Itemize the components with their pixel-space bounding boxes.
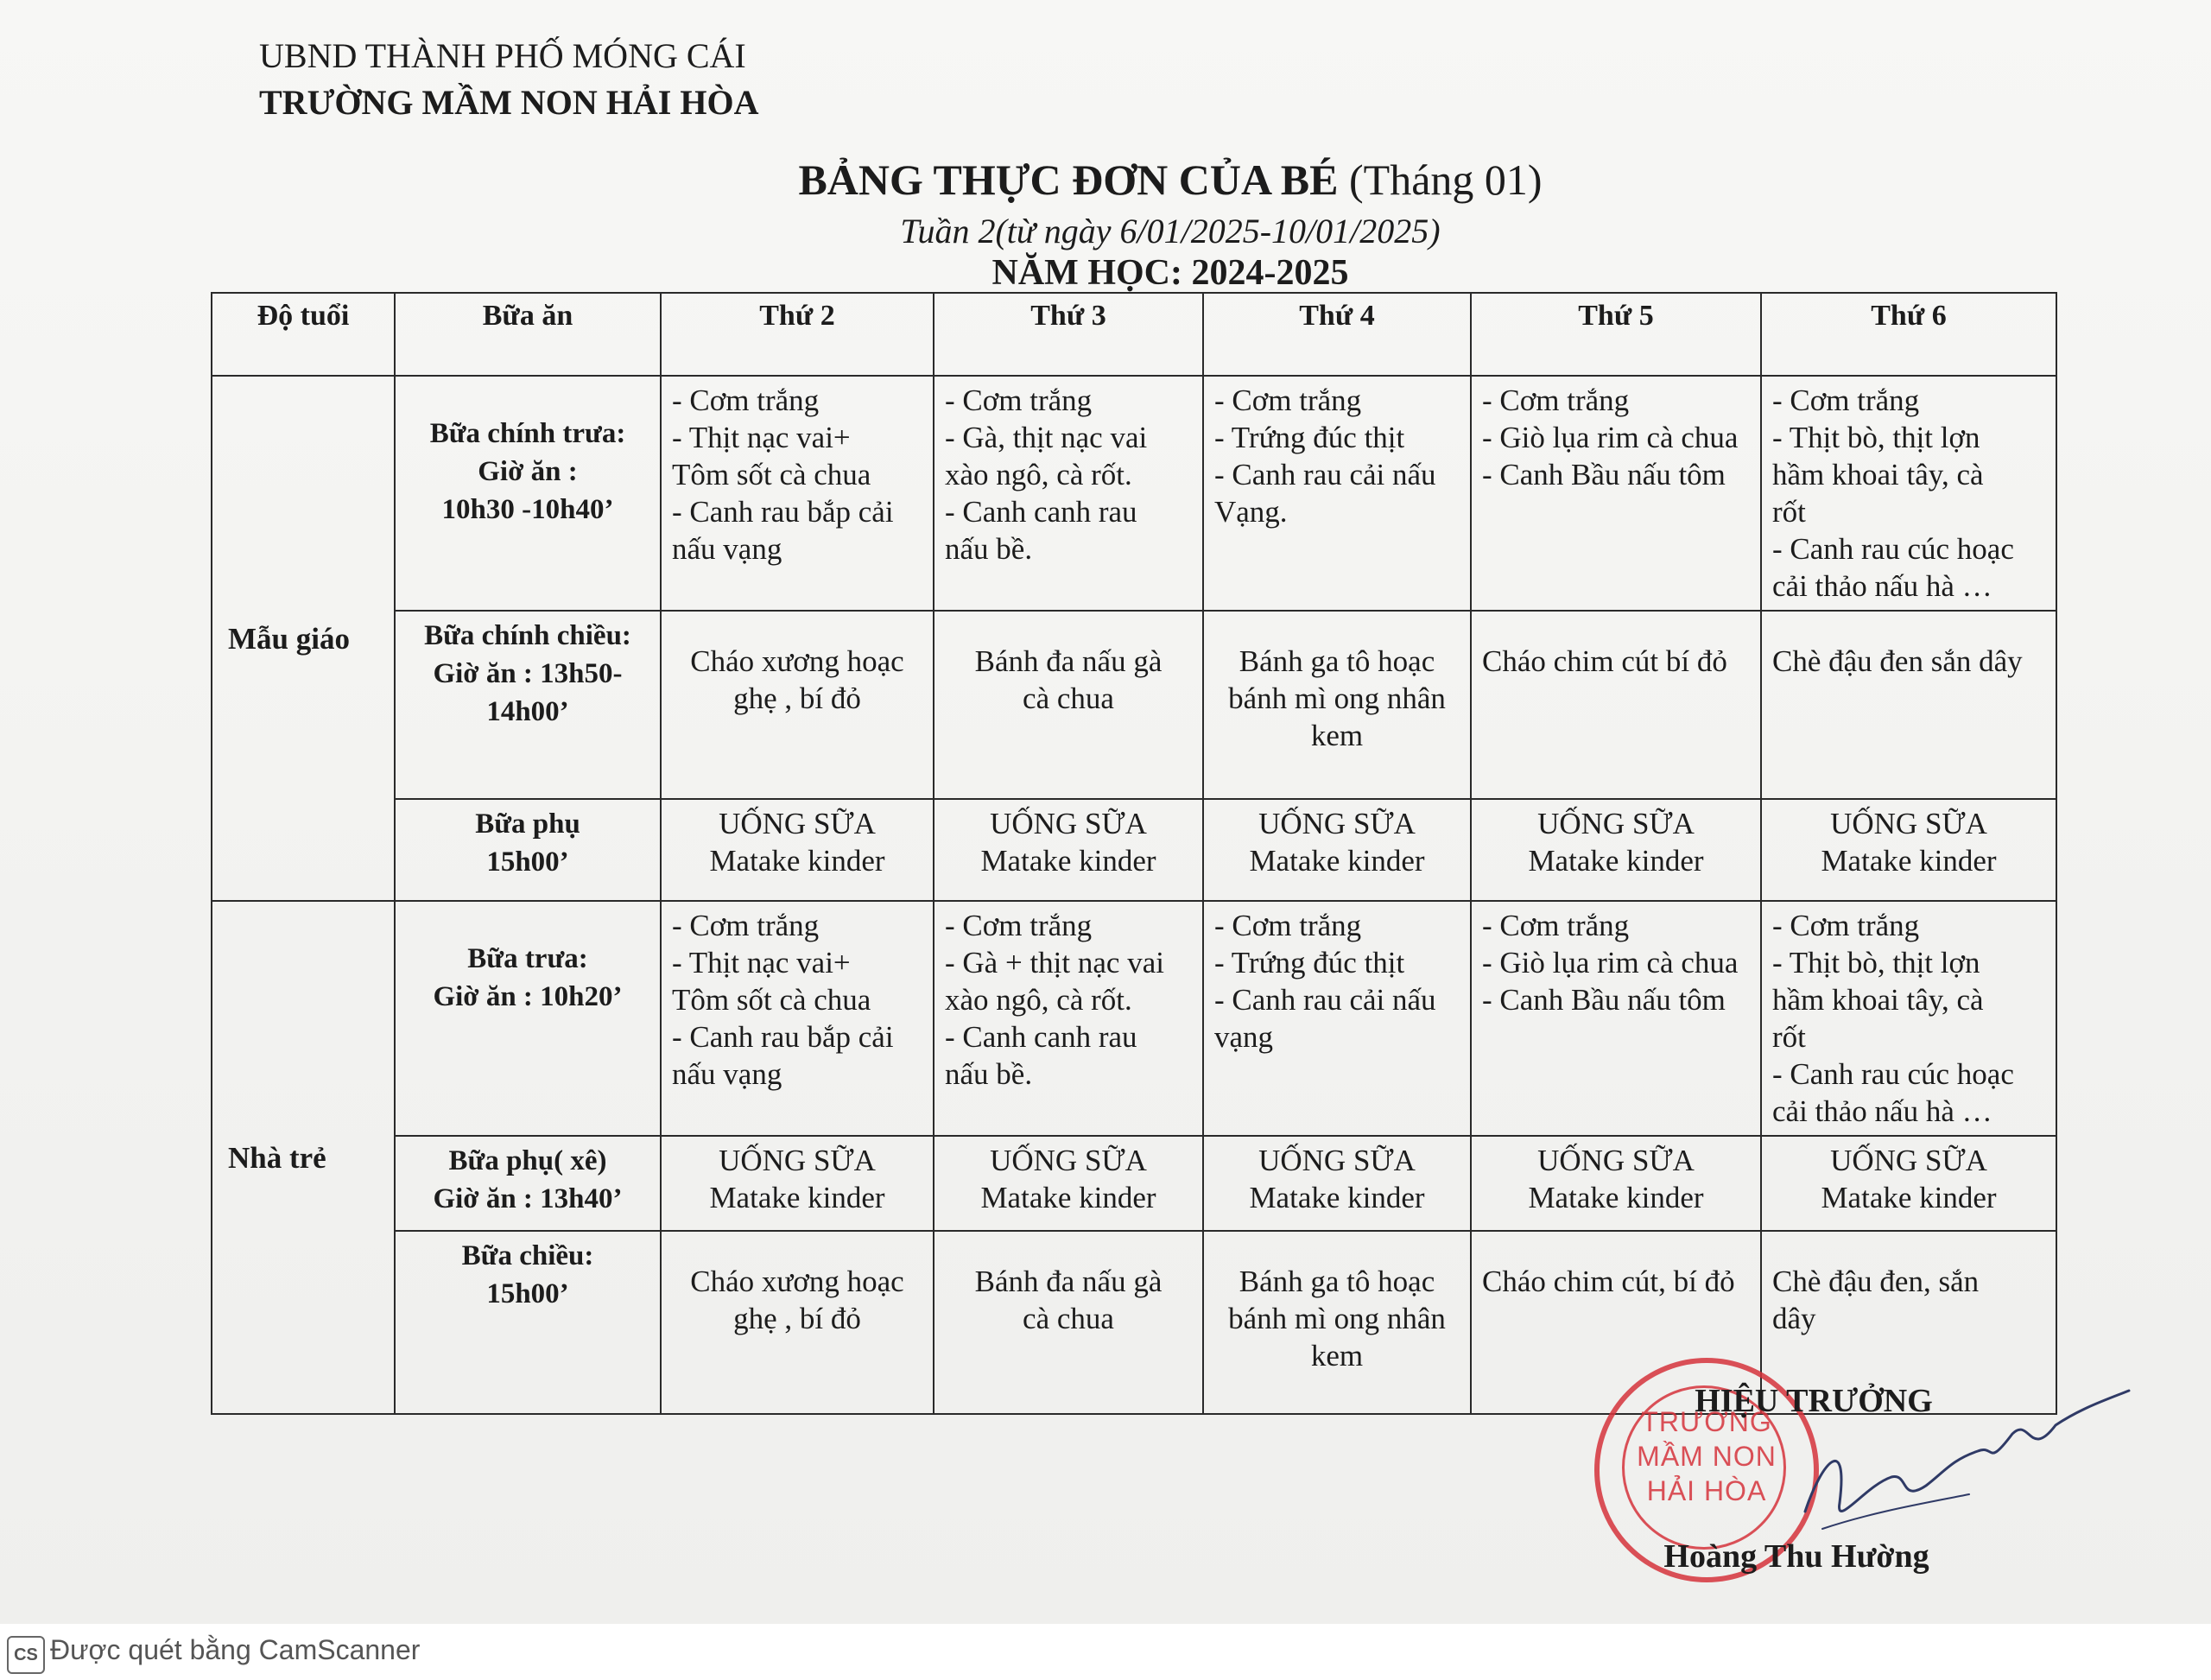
cell-text-line: - Canh Bầu nấu tôm [1482, 458, 1726, 491]
table-row [212, 1136, 2056, 1231]
cell-text-line: - Canh rau cải nấu [1214, 983, 1436, 1017]
cell-text-line: cà chua [1023, 1302, 1114, 1335]
menu-cell [661, 901, 934, 1136]
cell-text-line: - Gà + thịt nạc vai [945, 946, 1164, 979]
menu-cell [661, 376, 934, 611]
menu-cell [1761, 799, 2056, 901]
menu-cell [1761, 376, 2056, 611]
cell-text-line: - Cơm trắng [672, 909, 820, 942]
cell-text-line: Matake kinder [1528, 844, 1704, 878]
cell-text-line: Chè đậu đen sắn dây [1772, 644, 2023, 678]
cell-text-line: Tôm sốt cà chua [672, 983, 871, 1017]
stamp-line: TRƯỜNG [1641, 1406, 1772, 1437]
cell-text-line: Bữa phụ [475, 808, 580, 840]
stamp-line: MẦM NON [1637, 1441, 1777, 1472]
principal-name: Hoàng Thu Hường [1663, 1538, 1929, 1575]
cell-text-line: - Cơm trắng [672, 384, 820, 417]
menu-cell [1471, 611, 1761, 799]
cell-text-line: Bữa chính trưa: [429, 418, 626, 449]
menu-cell [661, 611, 934, 799]
cell-text-line: Matake kinder [1821, 1181, 1997, 1214]
cell-text-line: UỐNG SỮA [1258, 1144, 1416, 1177]
cell-text-line: Matake kinder [1249, 1181, 1425, 1214]
cell-text-line: hầm khoai tây, cà [1772, 983, 1984, 1017]
column-header: Độ tuổi [212, 293, 395, 376]
cell-text-line: - Giò lụa rim cà chua [1482, 421, 1739, 454]
menu-cell [1203, 799, 1471, 901]
cell-text-line: cải thảo nấu hà … [1772, 569, 1992, 603]
menu-cell [1203, 611, 1471, 799]
meal-name-cell [395, 799, 661, 901]
authority-name: UBND THÀNH PHỐ MÓNG CÁI [259, 36, 746, 75]
cell-text-line: 15h00’ [486, 846, 569, 878]
table-header-row [212, 293, 2056, 376]
cell-text-line: cải thảo nấu hà … [1772, 1094, 1992, 1128]
document-header [259, 33, 758, 126]
cell-text-line: Vạng. [1214, 495, 1288, 529]
cell-text-line: ghẹ , bí đỏ [733, 1302, 861, 1335]
menu-cell [934, 901, 1203, 1136]
cell-text-line: Matake kinder [1821, 844, 1997, 878]
cell-text-line: Chè đậu đen, sắn [1772, 1265, 1980, 1298]
cell-text-line: - Canh rau cải nấu [1214, 458, 1436, 491]
menu-cell [661, 799, 934, 901]
menu-cell [1761, 1136, 2056, 1231]
cell-text-line: Matake kinder [980, 1181, 1156, 1214]
scanner-footer [0, 1624, 2211, 1680]
cell-text-line: - Canh canh rau [945, 1020, 1137, 1054]
meal-name-cell [395, 376, 661, 611]
cell-text-line: UỐNG SỮA [1258, 807, 1416, 840]
cell-text-line: - Thịt bò, thịt lợn [1772, 946, 1980, 979]
cell-text-line: xào ngô, cà rốt. [945, 983, 1132, 1017]
title-month: (Tháng 01) [1349, 155, 1543, 204]
cell-text-line: - Canh rau bắp cải [672, 495, 894, 529]
cell-text-line: - Cơm trắng [1772, 909, 1920, 942]
cell-text-line: - Giò lụa rim cà chua [1482, 946, 1739, 979]
menu-cell [1203, 1136, 1471, 1231]
cell-text-line: kem [1310, 719, 1364, 752]
column-header: Thứ 2 [661, 293, 934, 376]
stamp-line: HẢI HÒA [1646, 1475, 1767, 1506]
cell-text-line: 14h00’ [486, 696, 569, 727]
cell-text-line: UỐNG SỮA [1830, 807, 1987, 840]
cell-text-line: UỐNG SỮA [1537, 1144, 1695, 1177]
cell-text-line: Matake kinder [709, 1181, 885, 1214]
menu-cell [1471, 799, 1761, 901]
cell-text-line: Matake kinder [709, 844, 885, 878]
cell-text-line: Matake kinder [1528, 1181, 1704, 1214]
menu-cell [1203, 901, 1471, 1136]
cell-text-line: kem [1310, 1339, 1364, 1373]
cell-text-line: UỐNG SỮA [990, 1144, 1147, 1177]
cell-text-line: bánh mì ong nhân [1228, 682, 1446, 715]
menu-table [211, 292, 2057, 1415]
cell-text-line: rốt [1772, 1020, 1806, 1054]
cell-text-line: Bánh ga tô hoạc [1239, 644, 1435, 678]
cell-text-line: ghẹ , bí đỏ [733, 682, 861, 715]
cell-text-line: - Cơm trắng [1214, 909, 1362, 942]
menu-cell [661, 1231, 934, 1414]
meal-name-cell [395, 901, 661, 1136]
cell-text-line: Bữa chính chiều: [424, 620, 631, 651]
cell-text-line: 10h30 -10h40’ [441, 494, 614, 525]
cell-text-line: UỐNG SỮA [1830, 1144, 1987, 1177]
menu-cell [1471, 376, 1761, 611]
cell-text-line: Giờ ăn : 10h20’ [433, 981, 623, 1012]
cell-text-line: - Cơm trắng [1214, 384, 1362, 417]
cell-text-line: Giờ ăn : [478, 456, 578, 487]
cell-text-line: Giờ ăn : 13h50- [433, 658, 623, 689]
cell-text-line: nấu vạng [672, 1057, 782, 1091]
cell-text-line: Bữa trưa: [467, 943, 588, 974]
cell-text-line: - Cơm trắng [945, 384, 1093, 417]
cell-text-line: Bánh đa nấu gà [974, 644, 1163, 678]
cell-text-line: bánh mì ong nhân [1228, 1302, 1446, 1335]
column-header: Thứ 5 [1471, 293, 1761, 376]
school-year: NĂM HỌC: 2024-2025 [991, 253, 1349, 293]
menu-cell [1761, 901, 2056, 1136]
meal-name-cell [395, 611, 661, 799]
cell-text-line: - Canh rau cúc hoạc [1772, 532, 2014, 566]
cell-text-line: Giờ ăn : 13h40’ [433, 1183, 623, 1214]
menu-cell [1471, 901, 1761, 1136]
column-header: Thứ 3 [934, 293, 1203, 376]
cell-text-line: UỐNG SỮA [719, 807, 876, 840]
cell-text-line: UỐNG SỮA [990, 807, 1147, 840]
menu-cell [1203, 376, 1471, 611]
cell-text-line: - Cơm trắng [945, 909, 1093, 942]
cell-text-line: Cháo xương hoạc [690, 1265, 904, 1298]
menu-cell [934, 799, 1203, 901]
cell-text-line: - Thịt bò, thịt lợn [1772, 421, 1980, 454]
cell-text-line: - Thịt nạc vai+ [672, 421, 851, 454]
cell-text-line: - Cơm trắng [1772, 384, 1920, 417]
cell-text-line: Cháo chim cút bí đỏ [1482, 644, 1727, 678]
camscanner-icon: CS [7, 1636, 45, 1674]
principal-title: HIỆU TRƯỞNG [1695, 1383, 1933, 1419]
table-row [212, 376, 2056, 611]
cell-text-line: - Cơm trắng [1482, 909, 1630, 942]
cell-text-line: - Thịt nạc vai+ [672, 946, 851, 979]
cell-text-line: - Trứng đúc thịt [1214, 421, 1405, 454]
cell-text-line: Bánh ga tô hoạc [1239, 1265, 1435, 1298]
menu-cell [1203, 1231, 1471, 1414]
title-block [0, 149, 2211, 294]
cell-text-line: UỐNG SỮA [719, 1144, 876, 1177]
cell-text-line: Matake kinder [980, 844, 1156, 878]
age-group-cell: Nhà trẻ [212, 901, 395, 1414]
menu-cell [934, 1231, 1203, 1414]
title-main: BẢNG THỰC ĐƠN CỦA BÉ [798, 155, 1339, 204]
cell-text-line: hầm khoai tây, cà [1772, 458, 1984, 491]
menu-cell [934, 376, 1203, 611]
cell-text-line: nấu bề. [945, 1057, 1033, 1091]
cell-text-line: nấu vạng [672, 532, 782, 566]
meal-name-cell [395, 1231, 661, 1414]
cell-text-line: vạng [1214, 1020, 1274, 1054]
menu-cell [661, 1136, 934, 1231]
menu-cell [934, 1136, 1203, 1231]
cell-text-line: Matake kinder [1249, 844, 1425, 878]
menu-cell [1761, 611, 2056, 799]
cell-text-line: Bánh đa nấu gà [974, 1265, 1163, 1298]
column-header: Bữa ăn [395, 293, 661, 376]
menu-cell [934, 611, 1203, 799]
age-group-cell: Mẫu giáo [212, 376, 395, 901]
table-row [212, 901, 2056, 1136]
cell-text-line: - Canh rau cúc hoạc [1772, 1057, 2014, 1091]
column-header: Thứ 4 [1203, 293, 1471, 376]
cell-text-line: dây [1772, 1302, 1816, 1335]
week-range: Tuần 2(từ ngày 6/01/2025-10/01/2025) [900, 212, 1441, 250]
school-name: TRƯỜNG MẦM NON HẢI HÒA [259, 83, 759, 122]
cell-text-line: - Cơm trắng [1482, 384, 1630, 417]
cell-text-line: - Canh Bầu nấu tôm [1482, 983, 1726, 1017]
cell-text-line: - Gà, thịt nạc vai [945, 421, 1148, 454]
cell-text-line: rốt [1772, 495, 1806, 529]
menu-cell [1471, 1136, 1761, 1231]
table-row [212, 611, 2056, 799]
table-row [212, 799, 2056, 901]
document-title [0, 149, 2211, 211]
column-header: Thứ 6 [1761, 293, 2056, 376]
cell-text-line: - Trứng đúc thịt [1214, 946, 1405, 979]
cell-text-line: Bữa chiều: [461, 1240, 594, 1271]
cell-text-line: Cháo xương hoạc [690, 644, 904, 678]
cell-text-line: 15h00’ [486, 1278, 569, 1309]
cell-text-line: xào ngô, cà rốt. [945, 458, 1132, 491]
cell-text-line: - Canh rau bắp cải [672, 1020, 894, 1054]
meal-name-cell [395, 1136, 661, 1231]
cell-text-line: UỐNG SỮA [1537, 807, 1695, 840]
cell-text-line: - Canh canh rau [945, 495, 1137, 529]
cell-text-line: cà chua [1023, 682, 1114, 715]
cell-text-line: Bữa phụ( xê) [448, 1145, 607, 1176]
cell-text-line: Tôm sốt cà chua [672, 458, 871, 491]
scanner-watermark-text: Được quét bằng CamScanner [50, 1634, 421, 1665]
cell-text-line: Cháo chim cút, bí đỏ [1482, 1265, 1735, 1298]
cell-text-line: nấu bề. [945, 532, 1033, 566]
